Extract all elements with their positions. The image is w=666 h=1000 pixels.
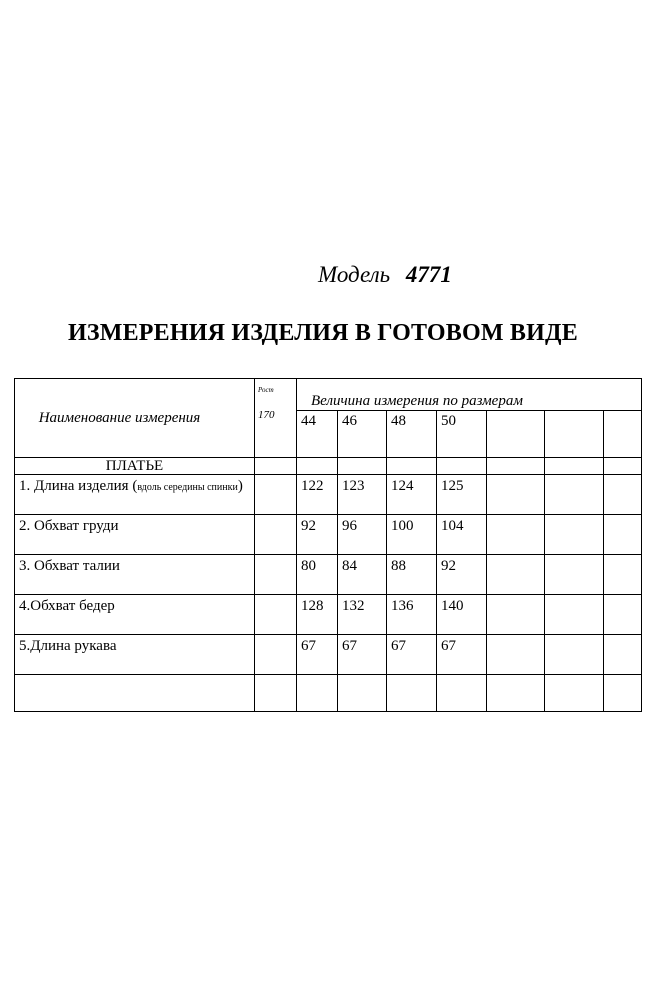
empty-cell (297, 675, 338, 712)
section-row (15, 458, 642, 475)
value-cell (604, 635, 642, 675)
table-row (15, 635, 642, 675)
value-cell (604, 475, 642, 515)
height-cell (255, 595, 297, 635)
value-cell: 104 (437, 515, 487, 555)
value-cell: 132 (338, 595, 387, 635)
table-header-row (15, 379, 642, 411)
section-title: ПЛАТЬЕ (15, 458, 255, 475)
size-cell: 50 (437, 411, 487, 458)
value-cell: 84 (338, 555, 387, 595)
empty-cell (437, 675, 487, 712)
value-cell: 92 (437, 555, 487, 595)
height-cell (255, 635, 297, 675)
row-label: 3. Обхват талии (15, 555, 255, 595)
page-title: ИЗМЕРЕНИЯ ИЗДЕЛИЯ В ГОТОВОМ ВИДЕ (68, 320, 578, 346)
row-label: 5.Длина рукава (15, 635, 255, 675)
value-cell: 100 (387, 515, 437, 555)
value-cell: 67 (437, 635, 487, 675)
table-row (15, 555, 642, 595)
size-cell: 46 (338, 411, 387, 458)
value-cell (487, 515, 545, 555)
model-title (318, 262, 452, 288)
header-height (255, 379, 297, 458)
empty-cell (604, 458, 642, 475)
row-label-text: 1. Длина изделия ( (19, 478, 138, 494)
size-cell: 44 (297, 411, 338, 458)
row-label (15, 475, 255, 515)
header-height-value: 170 (258, 409, 275, 421)
row-label: 4.Обхват бедер (15, 595, 255, 635)
value-cell (604, 595, 642, 635)
empty-cell (15, 675, 255, 712)
model-label: Модель (318, 262, 391, 287)
value-cell: 125 (437, 475, 487, 515)
empty-cell (338, 675, 387, 712)
value-cell: 80 (297, 555, 338, 595)
value-cell: 67 (338, 635, 387, 675)
empty-cell (545, 675, 604, 712)
value-cell: 92 (297, 515, 338, 555)
model-number: 4771 (405, 262, 452, 287)
value-cell: 122 (297, 475, 338, 515)
height-cell (255, 475, 297, 515)
size-cell (604, 411, 642, 458)
value-cell (604, 515, 642, 555)
value-cell (545, 595, 604, 635)
value-cell: 123 (338, 475, 387, 515)
value-cell: 140 (437, 595, 487, 635)
empty-cell (545, 458, 604, 475)
row-label-note: вдоль середины спинки (137, 482, 238, 493)
value-cell (545, 475, 604, 515)
empty-cell (255, 458, 297, 475)
size-cell (487, 411, 545, 458)
empty-cell (297, 458, 338, 475)
size-cell: 48 (387, 411, 437, 458)
value-cell (545, 555, 604, 595)
empty-cell (255, 675, 297, 712)
table-row (15, 475, 642, 515)
table-row (15, 595, 642, 635)
empty-cell (437, 458, 487, 475)
header-sizes-label: Величина измерения по размерам (297, 379, 642, 411)
value-cell (604, 555, 642, 595)
empty-cell (604, 675, 642, 712)
empty-cell (487, 675, 545, 712)
header-measurement-name: Наименование измерения (15, 379, 255, 458)
value-cell (487, 595, 545, 635)
measurements-table (14, 378, 642, 712)
value-cell (487, 555, 545, 595)
value-cell: 96 (338, 515, 387, 555)
empty-cell (387, 458, 437, 475)
header-height-label: Рост (258, 386, 274, 394)
value-cell: 67 (387, 635, 437, 675)
value-cell (545, 635, 604, 675)
empty-cell (387, 675, 437, 712)
value-cell: 88 (387, 555, 437, 595)
row-label-end: ) (237, 478, 243, 494)
table-row (15, 515, 642, 555)
value-cell: 67 (297, 635, 338, 675)
row-label: 2. Обхват груди (15, 515, 255, 555)
size-cell (545, 411, 604, 458)
height-cell (255, 555, 297, 595)
table-row-empty (15, 675, 642, 712)
value-cell (487, 475, 545, 515)
height-cell (255, 515, 297, 555)
value-cell: 128 (297, 595, 338, 635)
empty-cell (338, 458, 387, 475)
value-cell: 124 (387, 475, 437, 515)
value-cell: 136 (387, 595, 437, 635)
value-cell (487, 635, 545, 675)
value-cell (545, 515, 604, 555)
empty-cell (487, 458, 545, 475)
